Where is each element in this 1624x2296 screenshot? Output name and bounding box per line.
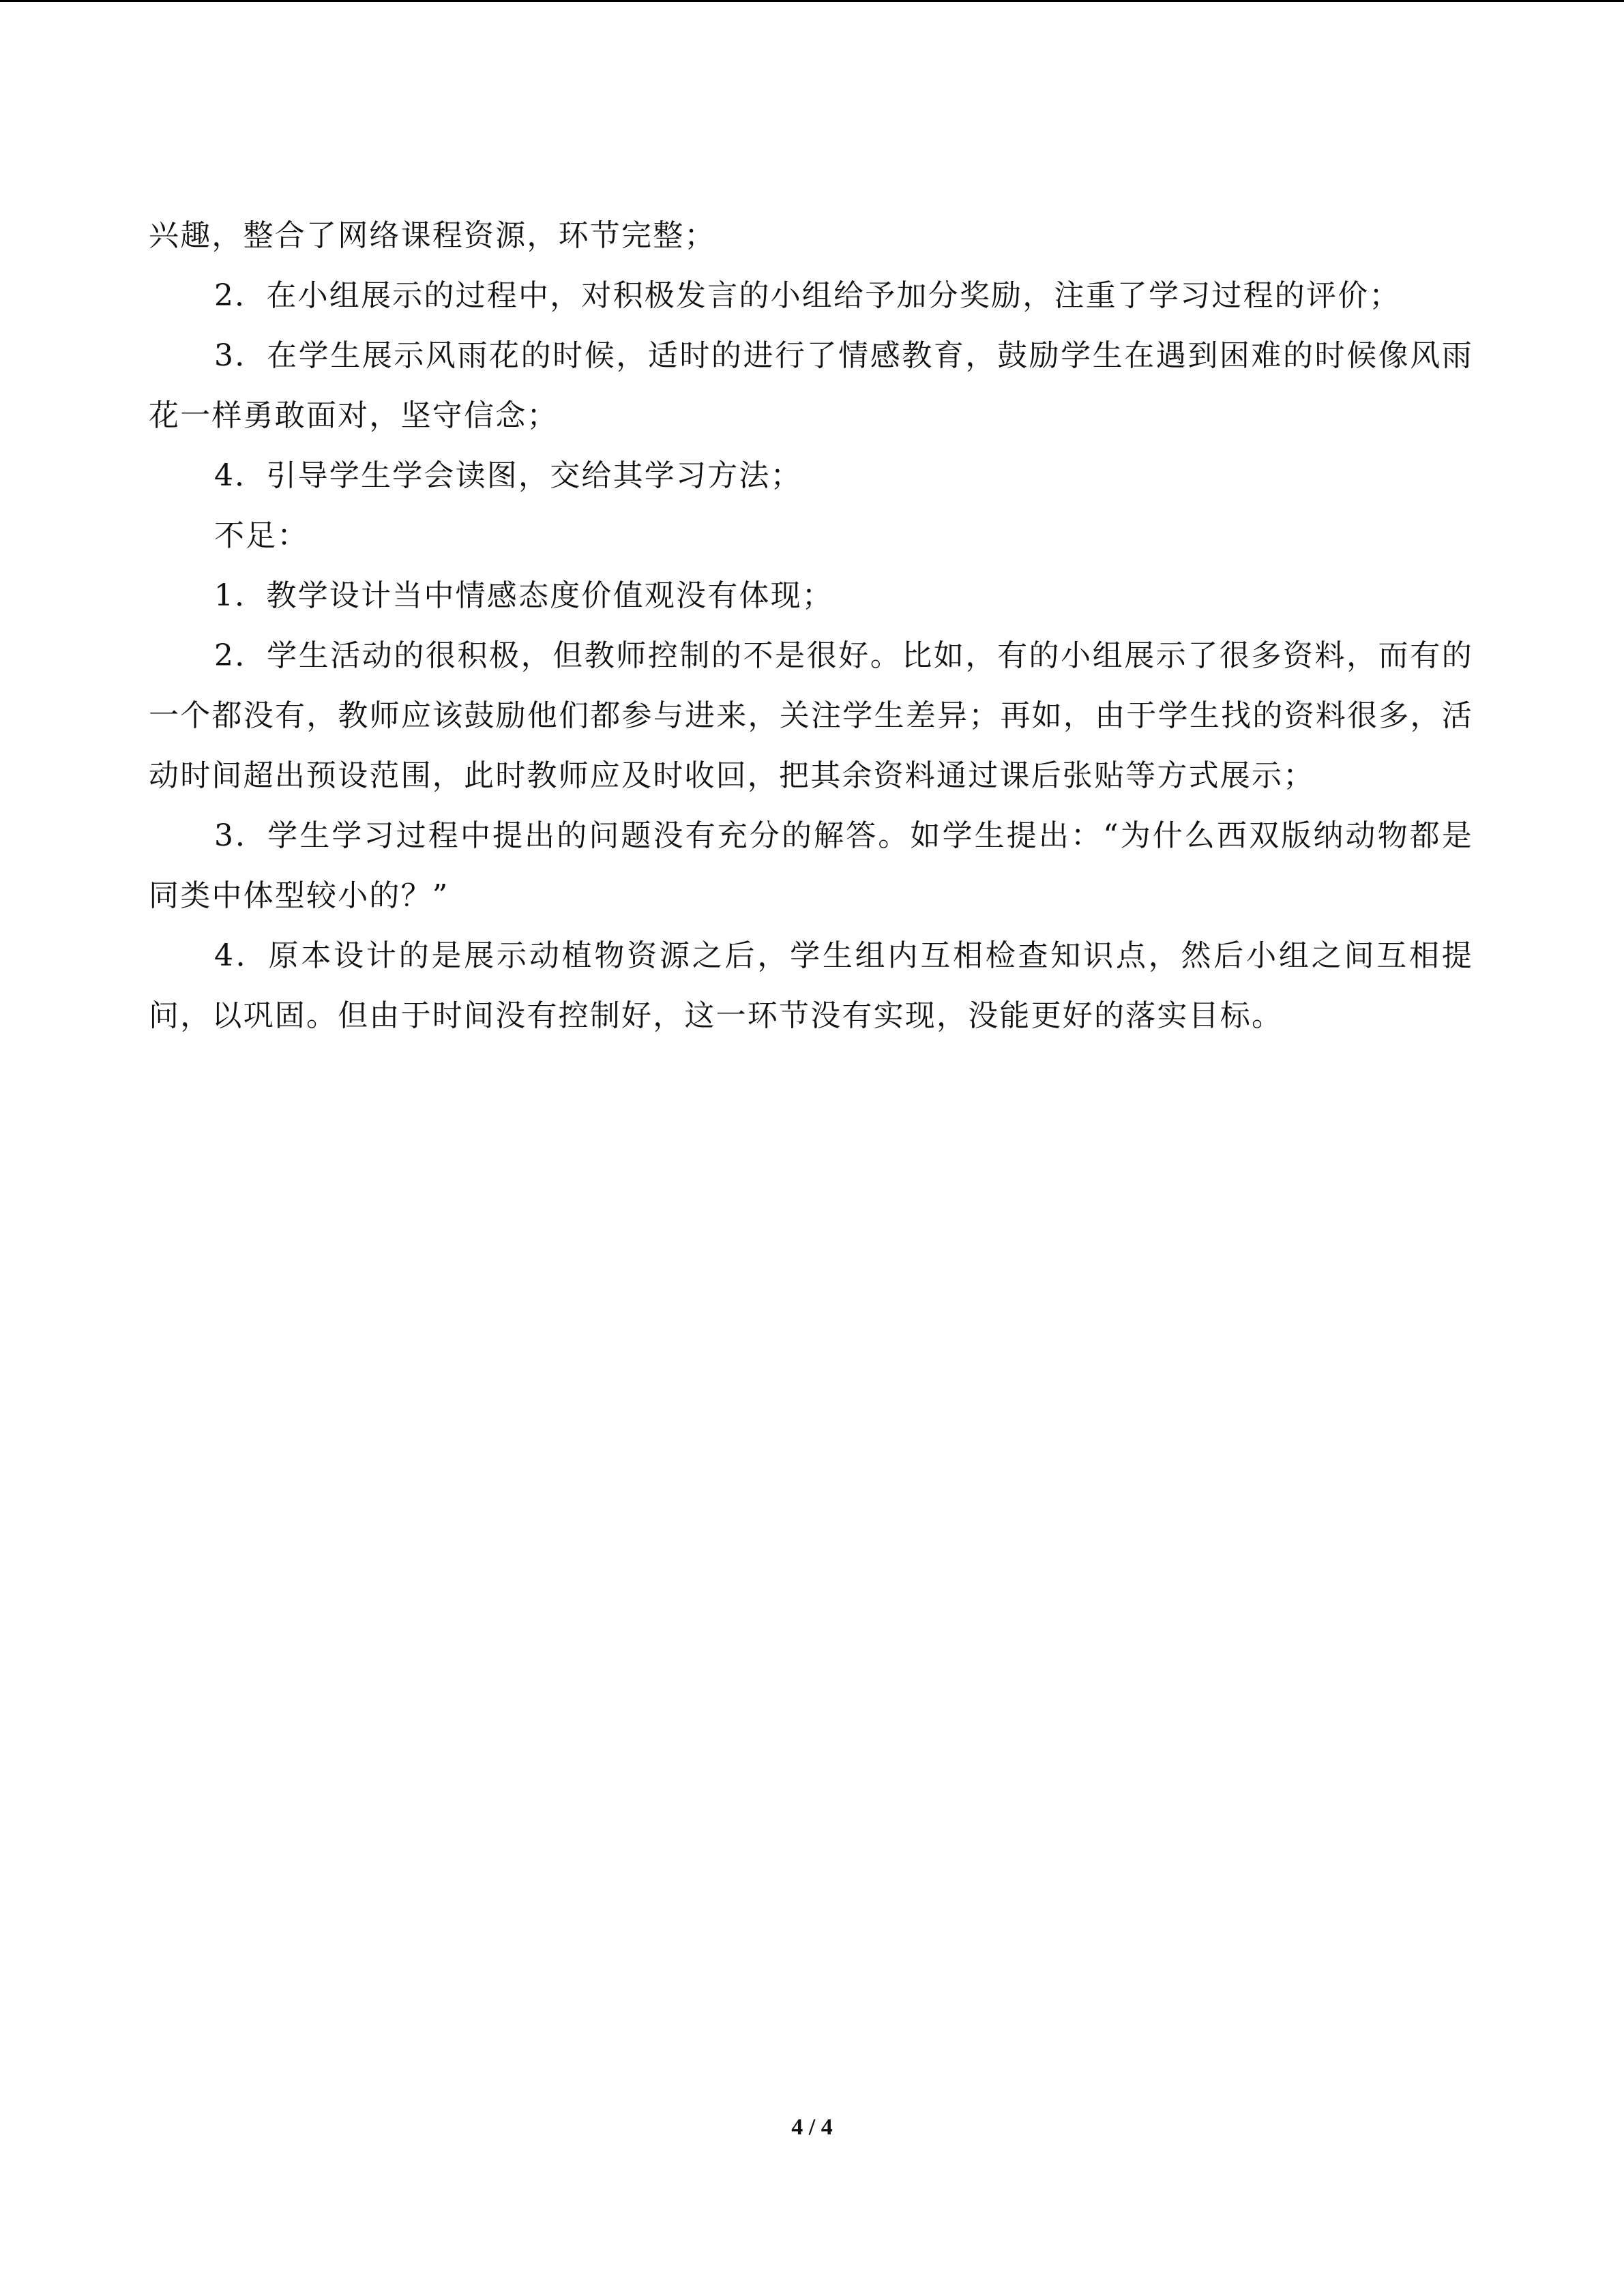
- top-border-line: [0, 0, 1624, 2]
- paragraph-shortcoming-4: 4．原本设计的是展示动植物资源之后，学生组内互相检查知识点，然后小组之间互相提问，以巩固。但由于时间没有控制好，这一环节没有实现，没能更好的落实目标。: [149, 938, 1473, 1033]
- paragraph-merit-4: 4．引导学生学会读图，交给其学习方法；: [214, 458, 802, 493]
- paragraph-merit-3: 3．在学生展示风雨花的时候，适时的进行了情感教育，鼓励学生在遇到困难的时候像风雨花一样勇敢面对，坚守信念；: [149, 338, 1473, 433]
- page-number: 4 / 4: [791, 2115, 833, 2140]
- document-body: [149, 206, 1473, 1046]
- paragraph-shortcoming-2: 2．学生活动的很积极，但教师控制的不是很好。比如，有的小组展示了很多资料，而有的一个都没有，教师应该鼓励他们都参与进来，关注学生差异；再如，由于学生找的资料很多，活动时间超出预设范围，此时教师应及时收回，把其余资料通过课后张贴等方式展示；: [149, 638, 1473, 793]
- paragraph-continuation: 兴趣，整合了网络课程资源，环节完整；: [149, 218, 716, 253]
- paragraph-shortcoming-1: 1．教学设计当中情感态度价值观没有体现；: [214, 578, 833, 613]
- paragraph-shortcoming-3: 3．学生学习过程中提出的问题没有充分的解答。如学生提出：“为什么西双版纳动物都是同类中体型较小的？”: [149, 818, 1473, 913]
- paragraph-merit-2: 2．在小组展示的过程中，对积极发言的小组给予加分奖励，注重了学习过程的评价；: [214, 278, 1401, 313]
- section-heading-shortcomings: 不足：: [214, 518, 309, 553]
